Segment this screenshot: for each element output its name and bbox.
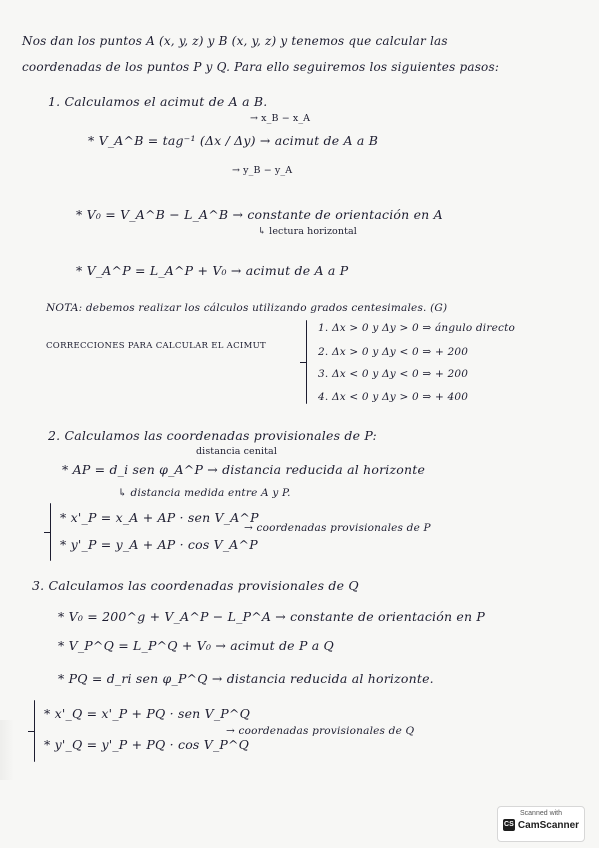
- coords-p-label: → coordenadas provisionales de P: [244, 522, 431, 534]
- step3-heading: 3. Calculamos las coordenadas provisionales de Q: [32, 578, 359, 593]
- acimut-ap-formula: * V_A^P = L_A^P + V₀ → acimut de A a P: [76, 263, 349, 278]
- xp-formula: * x'_P = x_A + AP · sen V_A^P: [60, 510, 259, 525]
- distancia-cenital-note: distancia cenital: [196, 446, 277, 457]
- scanned-with-caption: Scanned with: [519, 810, 563, 817]
- v0-p-formula: * V₀ = 200^g + V_A^P − L_P^A → constante de orientación en P: [58, 609, 486, 624]
- lectura-horizontal-note: ↳ lectura horizontal: [258, 226, 357, 237]
- correccion-rule-3: 3. Δx < 0 y Δy < 0 ⇒ + 200: [318, 368, 469, 380]
- constante-orientacion-a-formula: * V₀ = V_A^B − L_A^B → constante de orientación en A: [76, 207, 443, 222]
- xq-formula: * x'_Q = x'_P + PQ · sen V_P^Q: [44, 706, 251, 721]
- camscanner-brand: CamScanner: [517, 819, 580, 831]
- step1-heading: 1. Calculamos el acimut de A a B.: [48, 94, 268, 109]
- coords-q-label: → coordenadas provisionales de Q: [226, 725, 415, 737]
- intro-line-2: coordenadas de los puntos P y Q. Para ello seguiremos los siguientes pasos:: [22, 60, 500, 74]
- pq-formula: * PQ = d_ri sen φ_P^Q → distancia reducida al horizonte.: [58, 671, 434, 686]
- coords-p-brace: [50, 503, 51, 561]
- correccion-rule-4: 4. Δx < 0 y Δy > 0 ⇒ + 400: [318, 391, 469, 403]
- dy-note: → y_B − y_A: [232, 165, 293, 176]
- intro-line-1: Nos dan los puntos A (x, y, z) y B (x, y, z) y tenemos que calcular las: [22, 34, 448, 48]
- nota-text: NOTA: debemos realizar los cálculos utilizando grados centesimales. (G): [46, 302, 448, 314]
- ap-formula: * AP = d_i sen φ_A^P → distancia reducida al horizonte: [62, 462, 426, 477]
- yq-formula: * y'_Q = y'_P + PQ · cos V_P^Q: [44, 737, 250, 752]
- step2-heading: 2. Calculamos las coordenadas provisionales de P:: [48, 428, 377, 443]
- correccion-rule-2: 2. Δx > 0 y Δy < 0 ⇒ + 200: [318, 346, 469, 358]
- acimut-ab-formula: * V_A^B = tag⁻¹ (Δx / Δy) → acimut de A a B: [88, 133, 379, 148]
- coords-q-brace: [34, 700, 35, 762]
- correccion-rule-1: 1. Δx > 0 y Δy > 0 ⇒ ángulo directo: [318, 322, 516, 334]
- camscanner-badge: [497, 806, 585, 842]
- distancia-medida-note: ↳ distancia medida entre A y P.: [118, 487, 291, 499]
- camscanner-logo-icon: CS: [503, 819, 515, 831]
- scan-smudge: [0, 720, 14, 780]
- correcciones-brace: [306, 320, 307, 404]
- correcciones-label: CORRECCIONES PARA CALCULAR EL ACIMUT: [46, 341, 267, 351]
- acimut-pq-formula: * V_P^Q = L_P^Q + V₀ → acimut de P a Q: [58, 638, 334, 653]
- yp-formula: * y'_P = y_A + AP · cos V_A^P: [60, 537, 258, 552]
- dx-note: → x_B − x_A: [250, 113, 311, 124]
